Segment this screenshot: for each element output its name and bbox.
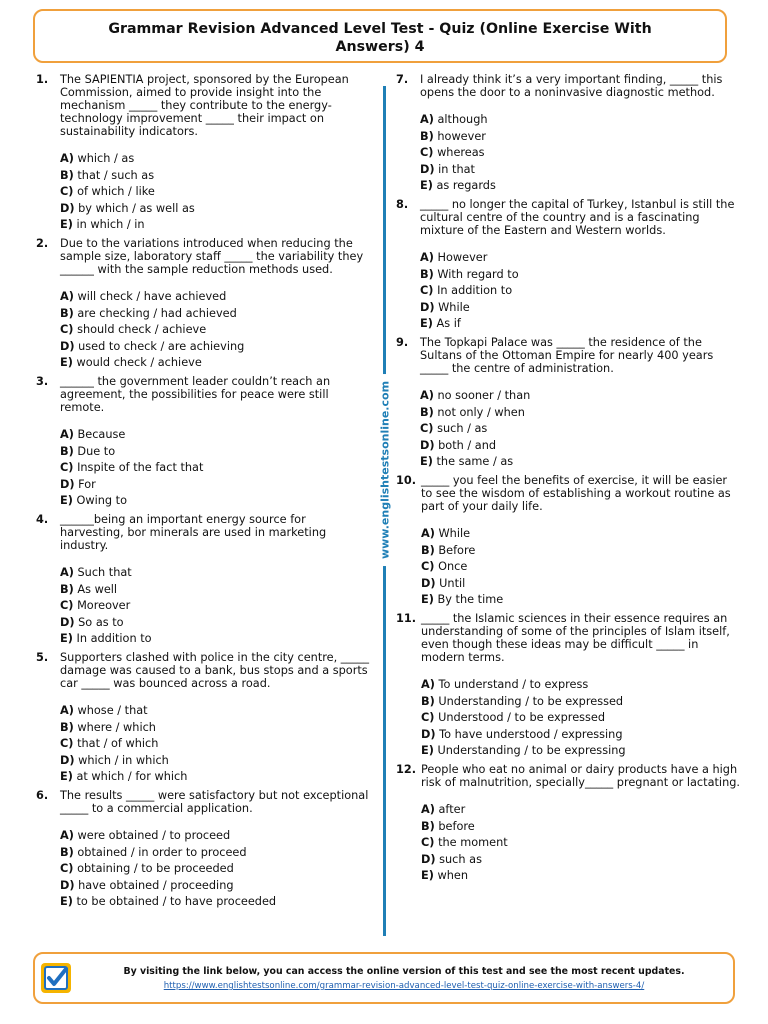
answer-option <box>60 737 371 750</box>
option-text: Before <box>438 543 476 557</box>
answer-option <box>60 754 371 767</box>
answer-option <box>60 218 371 231</box>
answer-option <box>60 704 371 717</box>
option-text: in which / in <box>76 218 145 231</box>
option-text: however <box>437 129 486 143</box>
option-letter: A) <box>60 829 74 842</box>
question-2 <box>36 237 371 369</box>
question-number: 4. <box>36 513 49 526</box>
option-text: Because <box>77 428 126 441</box>
option-text: Understanding / to be expressing <box>437 744 626 757</box>
option-text: Understanding / to be expressed <box>438 694 624 708</box>
right-column <box>396 73 741 888</box>
option-letter: C) <box>60 599 74 612</box>
option-text: While <box>438 527 471 540</box>
question-number: 6. <box>36 789 49 802</box>
answer-option <box>60 461 371 474</box>
answer-option <box>421 527 741 540</box>
option-letter: A) <box>60 290 74 303</box>
option-text: after <box>438 803 466 816</box>
answer-option <box>420 317 741 330</box>
answer-option <box>60 445 371 458</box>
option-text: both / and <box>438 438 497 452</box>
option-text: would check / achieve <box>76 356 202 369</box>
question-10 <box>396 474 741 606</box>
option-letter: B) <box>421 543 435 557</box>
option-text: should check / achieve <box>77 323 207 336</box>
option-letter: C) <box>421 711 435 724</box>
option-letter: D) <box>60 878 75 892</box>
option-text: no sooner / than <box>437 389 531 402</box>
question-8 <box>396 198 741 330</box>
question-number: 10. <box>396 474 417 487</box>
option-letter: D) <box>420 300 435 314</box>
option-text: the moment <box>438 836 508 849</box>
option-text: of which / like <box>77 185 155 198</box>
option-text: As if <box>436 317 461 330</box>
option-letter: E) <box>420 179 433 192</box>
answer-option <box>420 268 741 281</box>
option-text: before <box>438 819 475 833</box>
answer-option <box>60 202 371 215</box>
question-stem: People who eat no animal or dairy products have a high risk of malnutrition, specially_____ pregnant or lactating. <box>421 763 740 789</box>
answer-option <box>60 290 371 303</box>
footer-link[interactable]: https://www.englishtestsonline.com/grammar-revision-advanced-level-test-quiz-online-exercise-with-answers-4/ <box>163 981 645 991</box>
answer-option <box>420 455 741 468</box>
option-text: whereas <box>437 146 485 159</box>
option-text: will check / have achieved <box>77 290 227 303</box>
option-letter: C) <box>420 422 434 435</box>
option-letter: E) <box>420 455 433 468</box>
option-letter: D) <box>60 201 75 215</box>
question-number: 7. <box>396 73 409 86</box>
question-number: 9. <box>396 336 409 349</box>
question-11 <box>396 612 741 757</box>
option-letter: A) <box>421 678 435 691</box>
answer-option <box>421 728 741 741</box>
option-text: To understand / to express <box>438 678 589 691</box>
option-letter: A) <box>420 389 434 402</box>
answer-option <box>60 583 371 596</box>
question-7 <box>396 73 741 192</box>
option-letter: D) <box>60 615 75 629</box>
option-letter: D) <box>421 727 436 741</box>
question-stem: ______being an important energy source for harvesting, bor minerals are used in marketing industry. <box>60 513 327 552</box>
answer-option <box>60 307 371 320</box>
left-column <box>36 73 371 914</box>
option-text: which / as <box>77 152 135 165</box>
option-letter: E) <box>60 770 73 783</box>
answer-option <box>420 113 741 126</box>
answer-option <box>421 803 741 816</box>
option-text: So as to <box>78 615 124 629</box>
option-text: Understood / to be expressed <box>438 711 606 724</box>
answer-option <box>60 599 371 612</box>
answer-option <box>420 284 741 297</box>
answer-option <box>60 356 371 369</box>
answer-option <box>421 544 741 557</box>
page-title <box>33 9 727 63</box>
option-text: used to check / are achieving <box>78 339 245 353</box>
question-stem: The results _____ were satisfactory but not exceptional _____ to a commercial application. <box>60 789 369 815</box>
option-letter: A) <box>60 566 74 579</box>
option-letter: A) <box>60 704 74 717</box>
answer-option <box>420 301 741 314</box>
option-text: such as <box>439 852 482 866</box>
answer-option <box>420 146 741 159</box>
answer-option <box>420 422 741 435</box>
question-number: 8. <box>396 198 409 211</box>
option-text: However <box>437 251 488 264</box>
option-text: in that <box>438 162 475 176</box>
checkbox-check-icon <box>40 962 72 994</box>
option-letter: A) <box>421 527 435 540</box>
answer-option <box>60 566 371 579</box>
question-number: 5. <box>36 651 49 664</box>
question-stem: _____ the Islamic sciences in their essence requires an understanding of some of the principles of Islam itself, even though these ideas may be difficult _____ in modern terms. <box>421 612 730 664</box>
answer-option <box>60 846 371 859</box>
option-text: While <box>438 300 470 314</box>
answer-option <box>420 406 741 419</box>
answer-option <box>420 389 741 402</box>
answer-option <box>420 179 741 192</box>
option-letter: B) <box>60 306 74 320</box>
question-number: 2. <box>36 237 49 250</box>
answer-option <box>421 820 741 833</box>
answer-option <box>421 853 741 866</box>
option-letter: B) <box>60 720 74 734</box>
option-text: are checking / had achieved <box>77 306 237 320</box>
option-letter: E) <box>421 593 434 606</box>
answer-option <box>421 836 741 849</box>
option-letter: D) <box>420 438 435 452</box>
answer-option <box>60 340 371 353</box>
option-letter: A) <box>420 113 434 126</box>
question-number: 3. <box>36 375 49 388</box>
option-text: Owing to <box>76 494 128 507</box>
option-letter: B) <box>421 694 435 708</box>
option-letter: E) <box>60 218 73 231</box>
option-letter: E) <box>60 632 73 645</box>
question-stem: I already think it’s a very important finding, _____ this opens the door to a noninvasive diagnostic method. <box>420 73 723 99</box>
option-letter: C) <box>421 836 435 849</box>
question-stem: Supporters clashed with police in the city centre, _____ damage was caused to a bank, bus stops and a sports car _____ was bounced across a road. <box>60 651 370 690</box>
question-9 <box>396 336 741 468</box>
answer-option <box>60 879 371 892</box>
answer-option <box>421 577 741 590</box>
answer-option <box>60 152 371 165</box>
answer-option <box>60 616 371 629</box>
answer-option <box>60 478 371 491</box>
question-1 <box>36 73 371 231</box>
option-text: such / as <box>437 422 488 435</box>
question-number: 1. <box>36 73 49 86</box>
option-letter: C) <box>60 862 74 875</box>
option-text: For <box>78 477 96 491</box>
question-number: 12. <box>396 763 417 776</box>
option-letter: B) <box>420 267 434 281</box>
option-letter: C) <box>60 323 74 336</box>
question-number: 11. <box>396 612 417 625</box>
answer-option <box>60 632 371 645</box>
option-letter: B) <box>60 444 74 458</box>
footer-text: By visiting the link below, you can access the online version of this test and see the most recent updates. <box>123 966 685 977</box>
option-letter: B) <box>420 129 434 143</box>
option-letter: B) <box>420 405 434 419</box>
option-letter: E) <box>420 317 433 330</box>
option-letter: A) <box>60 428 74 441</box>
option-text: which / in which <box>78 753 169 767</box>
page-title-line-1: Grammar Revision Advanced Level Test - Quiz (Online Exercise With <box>108 21 652 37</box>
option-text: Once <box>438 560 468 573</box>
question-stem: ______ the government leader couldn’t reach an agreement, the possibilities for peace were still remote. <box>60 375 331 414</box>
option-text: Moreover <box>77 599 131 612</box>
option-text: Until <box>439 576 466 590</box>
option-text: obtained / in order to proceed <box>77 845 247 859</box>
answer-option <box>60 428 371 441</box>
option-letter: E) <box>60 356 73 369</box>
option-text: the same / as <box>436 455 514 468</box>
answer-option <box>421 744 741 757</box>
option-letter: E) <box>60 895 73 908</box>
question-12 <box>396 763 741 882</box>
option-text: Such that <box>77 566 132 579</box>
option-text: obtaining / to be proceeded <box>77 862 234 875</box>
option-letter: C) <box>60 185 74 198</box>
answer-option <box>421 560 741 573</box>
option-text: not only / when <box>437 405 525 419</box>
option-text: With regard to <box>437 267 519 281</box>
option-letter: D) <box>60 753 75 767</box>
question-stem: _____ no longer the capital of Turkey, Istanbul is still the cultural centre of the country and is a fascinating mixture of the Eastern and Western worlds. <box>420 198 735 237</box>
answer-option <box>421 711 741 724</box>
page-title-line-2: Answers) 4 <box>335 39 425 55</box>
answer-option <box>421 695 741 708</box>
option-letter: D) <box>420 162 435 176</box>
answer-option <box>60 721 371 734</box>
option-letter: B) <box>421 819 435 833</box>
option-text: as regards <box>436 179 496 192</box>
option-text: where / which <box>77 720 156 734</box>
question-4 <box>36 513 371 645</box>
option-text: that / of which <box>77 737 159 750</box>
option-text: In addition to <box>76 632 152 645</box>
option-text: that / such as <box>77 168 155 182</box>
question-5 <box>36 651 371 783</box>
answer-option <box>60 185 371 198</box>
question-6 <box>36 789 371 908</box>
option-text: to be obtained / to have proceeded <box>76 895 277 908</box>
answer-option <box>60 895 371 908</box>
option-text: by which / as well as <box>78 201 195 215</box>
option-letter: D) <box>421 576 436 590</box>
answer-option <box>60 829 371 842</box>
answer-option <box>420 163 741 176</box>
question-stem: The Topkapi Palace was _____ the residence of the Sultans of the Ottoman Empire for nearly 400 years _____ the centre of administration. <box>420 336 714 375</box>
option-text: Inspite of the fact that <box>77 461 204 474</box>
option-letter: B) <box>60 168 74 182</box>
option-letter: C) <box>60 461 74 474</box>
answer-option <box>60 862 371 875</box>
answer-option <box>420 130 741 143</box>
site-watermark: www.englishtestsonline.com <box>379 374 392 566</box>
option-letter: C) <box>420 146 434 159</box>
option-letter: D) <box>60 477 75 491</box>
option-letter: C) <box>421 560 435 573</box>
option-letter: C) <box>420 284 434 297</box>
answer-option <box>421 678 741 691</box>
answer-option <box>421 869 741 882</box>
option-text: have obtained / proceeding <box>78 878 234 892</box>
answer-option <box>420 251 741 264</box>
option-letter: B) <box>60 845 74 859</box>
option-letter: D) <box>421 852 436 866</box>
question-stem: The SAPIENTIA project, sponsored by the European Commission, aimed to provide insight into the mechanism _____ they contribute to the energy-technology improvement _____ their impact on sustainability indicators. <box>60 73 349 138</box>
option-letter: A) <box>60 152 74 165</box>
answer-option <box>60 169 371 182</box>
option-text: whose / that <box>77 704 148 717</box>
footer-box <box>33 952 735 1004</box>
question-stem: _____ you feel the benefits of exercise, it will be easier to see the wisdom of establishing a workout routine as part of your daily life. <box>421 474 731 513</box>
option-letter: E) <box>421 869 434 882</box>
option-text: As well <box>77 582 118 596</box>
option-letter: E) <box>421 744 434 757</box>
option-text: although <box>437 113 488 126</box>
option-letter: A) <box>421 803 435 816</box>
option-text: Due to <box>77 444 116 458</box>
option-letter: C) <box>60 737 74 750</box>
option-letter: B) <box>60 582 74 596</box>
option-text: To have understood / expressing <box>439 727 623 741</box>
answer-option <box>421 593 741 606</box>
answer-option <box>60 494 371 507</box>
answer-option <box>420 439 741 452</box>
option-text: By the time <box>437 593 504 606</box>
option-text: at which / for which <box>76 770 188 783</box>
answer-option <box>60 770 371 783</box>
answer-option <box>60 323 371 336</box>
option-letter: D) <box>60 339 75 353</box>
question-stem: Due to the variations introduced when reducing the sample size, laboratory staff _____ the variability they ______ with the sample reduction methods used. <box>60 237 364 276</box>
option-text: were obtained / to proceed <box>77 829 231 842</box>
option-text: when <box>437 869 468 882</box>
option-text: In addition to <box>437 284 513 297</box>
option-letter: A) <box>420 251 434 264</box>
question-3 <box>36 375 371 507</box>
option-letter: E) <box>60 494 73 507</box>
